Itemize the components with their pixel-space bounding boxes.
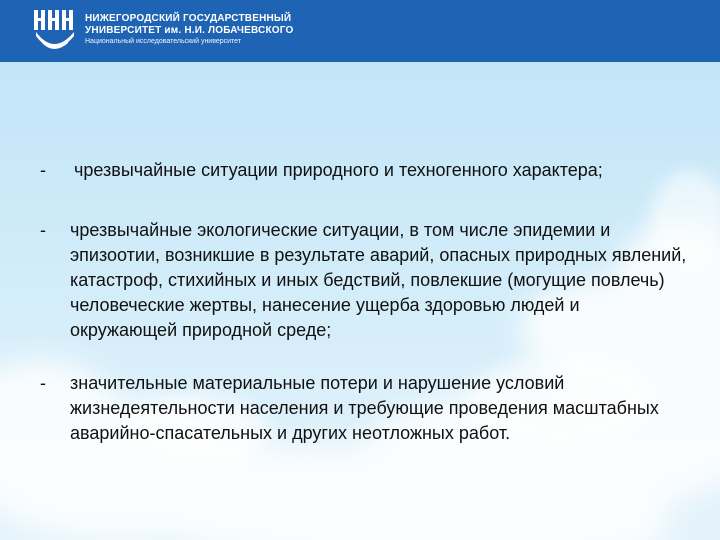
- university-name-line2: УНИВЕРСИТЕТ им. Н.И. ЛОБАЧЕВСКОГО: [85, 25, 294, 36]
- university-name-line1: НИЖЕГОРОДСКИЙ ГОСУДАРСТВЕННЫЙ: [85, 13, 292, 24]
- list-marker: -: [40, 220, 46, 240]
- list-item: [40, 218, 690, 343]
- list-item: [40, 158, 690, 183]
- list-marker: -: [40, 373, 46, 393]
- list-item-text: чрезвычайные ситуации природного и техногенного характера;: [74, 160, 603, 180]
- list-marker: -: [40, 160, 46, 180]
- list-item-text: чрезвычайные экологические ситуации, в том числе эпидемии и эпизоотии, возникшие в результате аварий, опасных природных явлений, катастроф, стихийных и иных бедствий, повлекшие (могущие повлечь) человеческие жертвы, нанесение ущерба здоровью людей и окружающей природной среде;: [70, 220, 687, 340]
- list-item-text: значительные материальные потери и нарушение условий жизнедеятельности населения и требующие проведения масштабных аварийно-спасательных и других неотложных работ.: [70, 373, 659, 443]
- university-subtitle: Национальный исследовательский университет: [85, 38, 242, 45]
- list-item: [40, 371, 690, 471]
